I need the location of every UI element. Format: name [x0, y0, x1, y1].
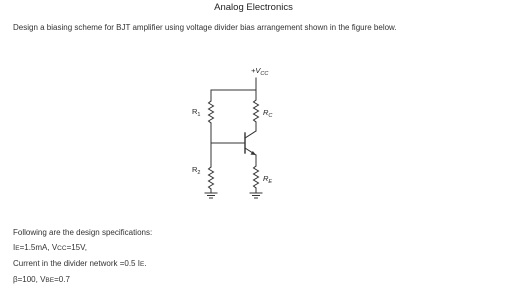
- r2-label-sub: 2: [197, 170, 201, 176]
- transistor-collector-lead: [245, 131, 256, 138]
- r2-resistor: [209, 167, 214, 189]
- rc-label: [263, 108, 272, 119]
- re-label: [263, 174, 272, 185]
- design-specifications: [13, 225, 152, 288]
- vcc-subscript: CC: [57, 245, 67, 252]
- page-title: Analog Electronics: [214, 2, 293, 13]
- ie-subscript: E: [15, 245, 20, 252]
- spec-divider-current: [13, 256, 152, 272]
- re-label-main: R: [263, 174, 269, 183]
- vcc-label-sub: CC: [260, 71, 269, 77]
- vcc-label: [251, 66, 268, 77]
- ie-value: =1.5mA,: [19, 243, 52, 252]
- rc-label-sub: C: [268, 113, 273, 119]
- rc-label-main: R: [263, 108, 269, 117]
- spec-beta-vbe: [13, 272, 152, 288]
- r1-resistor: [209, 101, 214, 123]
- vbe-subscript: BE: [45, 277, 55, 284]
- rc-resistor: [254, 100, 259, 122]
- divider-subscript: E: [139, 261, 145, 268]
- spec-ie-vcc: [13, 240, 152, 256]
- ie-symbol: I: [13, 243, 16, 252]
- r2-label-main: R: [192, 165, 198, 174]
- problem-statement: Design a biasing scheme for BJT amplifier using voltage divider bias arrangement shown in the figure below.: [13, 23, 397, 32]
- specs-heading: Following are the design specifications:: [13, 228, 153, 237]
- vbe-value: =0.7: [54, 275, 70, 284]
- beta-text: β=100,: [13, 275, 41, 284]
- r2-label: [192, 165, 200, 176]
- re-resistor: [254, 166, 259, 188]
- vcc-label-main: +V: [251, 66, 261, 75]
- r1-label-main: R: [192, 107, 198, 116]
- r1-label: [192, 107, 200, 118]
- re-label-sub: E: [268, 179, 273, 185]
- divider-text: Current in the divider network =0.5 I: [13, 259, 140, 268]
- vbe-symbol: V: [40, 275, 46, 284]
- r1-label-sub: 1: [197, 112, 201, 118]
- vcc-value: =15V,: [66, 243, 87, 252]
- vcc-symbol: V: [51, 243, 58, 252]
- divider-end: .: [144, 259, 147, 268]
